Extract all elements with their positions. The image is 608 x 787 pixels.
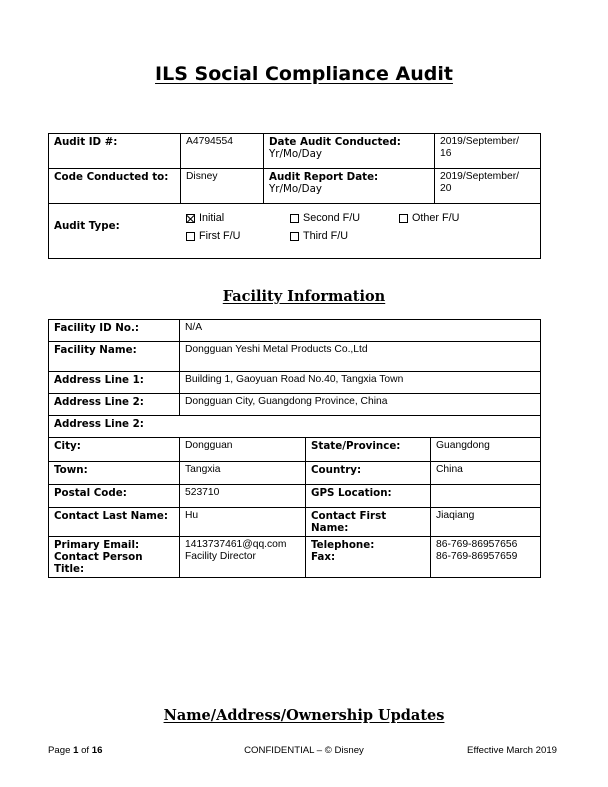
third-fu-label: Third F/U xyxy=(303,230,348,242)
primary-email-label: Primary Email: xyxy=(54,539,140,551)
initial-checkbox[interactable] xyxy=(186,212,224,224)
contact-title-label: Contact Person Title: xyxy=(54,551,143,575)
audit-id-label: Audit ID #: xyxy=(49,134,181,169)
third-fu-checkbox[interactable] xyxy=(290,230,348,242)
contact-last-name-label: Contact Last Name: xyxy=(49,508,180,537)
first-fu-checkbox[interactable] xyxy=(186,230,240,242)
checkbox-checked-icon xyxy=(186,214,195,223)
fax-value: 86-769-86957659 xyxy=(436,551,518,562)
initial-label: Initial xyxy=(199,212,225,224)
confidential-notice: CONFIDENTIAL – © Disney xyxy=(244,745,364,756)
contact-title-value: Facility Director xyxy=(185,551,256,562)
gps-location-value xyxy=(431,485,541,508)
updates-section-title: Name/Address/Ownership Updates xyxy=(163,707,445,724)
audit-type-label: Audit Type: xyxy=(54,220,120,232)
report-date-label: Audit Report Date: xyxy=(269,171,379,183)
facility-info-table xyxy=(48,319,541,578)
second-fu-label: Second F/U xyxy=(303,212,361,224)
page-total: 16 xyxy=(91,745,103,756)
fax-label: Fax: xyxy=(311,551,336,563)
phone-fax-value-cell xyxy=(431,537,541,578)
checkbox-unchecked-icon xyxy=(290,214,299,223)
facility-section-title: Facility Information xyxy=(222,288,386,305)
other-fu-checkbox[interactable] xyxy=(399,212,459,224)
telephone-value: 86-769-86957656 xyxy=(436,539,518,550)
date-conducted-label: Date Audit Conducted: xyxy=(269,136,401,148)
address-line-2-label: Address Line 2: xyxy=(49,394,180,416)
address-line-1-label: Address Line 1: xyxy=(49,372,180,394)
country-label: Country: xyxy=(306,462,431,485)
page-current: 1 xyxy=(73,745,79,756)
audit-info-table xyxy=(48,133,541,259)
postal-code-value: 523710 xyxy=(180,485,306,508)
report-date-value-line1: 2019/September/ xyxy=(440,171,519,182)
address-line-2-value: Dongguan City, Guangdong Province, China xyxy=(180,394,541,416)
second-fu-checkbox[interactable] xyxy=(290,212,360,224)
date-conducted-format: Yr/Mo/Day xyxy=(269,148,322,160)
checkbox-unchecked-icon xyxy=(290,232,299,241)
facility-name-value: Dongguan Yeshi Metal Products Co.,Ltd xyxy=(180,342,541,372)
document-title: ILS Social Compliance Audit xyxy=(155,63,453,85)
first-fu-label: First F/U xyxy=(199,230,241,242)
code-value: Disney xyxy=(181,169,264,204)
email-title-value-cell xyxy=(180,537,306,578)
state-label: State/Province: xyxy=(306,438,431,462)
report-date-label-cell xyxy=(264,169,435,204)
audit-type-cell xyxy=(49,204,541,259)
date-conducted-value-cell xyxy=(435,134,541,169)
effective-date: Effective March 2019 xyxy=(467,745,557,756)
checkbox-unchecked-icon xyxy=(186,232,195,241)
facility-id-value: N/A xyxy=(180,320,541,342)
contact-last-name-value: Hu xyxy=(180,508,306,537)
address-line-1-value: Building 1, Gaoyuan Road No.40, Tangxia Town xyxy=(180,372,541,394)
gps-location-label: GPS Location: xyxy=(306,485,431,508)
page-prefix: Page xyxy=(48,745,74,756)
other-fu-label: Other F/U xyxy=(412,212,460,224)
report-date-value-line2: 20 xyxy=(440,183,452,194)
primary-email-value: 1413737461@qq.com xyxy=(185,539,287,550)
date-conducted-label-cell xyxy=(264,134,435,169)
report-date-value-cell xyxy=(435,169,541,204)
phone-fax-label-cell xyxy=(306,537,431,578)
audit-id-value: A4794554 xyxy=(181,134,264,169)
page-of: of xyxy=(78,745,92,756)
email-title-label-cell xyxy=(49,537,180,578)
telephone-label: Telephone: xyxy=(311,539,375,551)
report-date-format: Yr/Mo/Day xyxy=(269,183,322,195)
city-label: City: xyxy=(49,438,180,462)
contact-first-name-value: Jiaqiang xyxy=(431,508,541,537)
postal-code-label: Postal Code: xyxy=(49,485,180,508)
town-value: Tangxia xyxy=(180,462,306,485)
city-value: Dongguan xyxy=(180,438,306,462)
checkbox-unchecked-icon xyxy=(399,214,408,223)
town-label: Town: xyxy=(49,462,180,485)
state-value: Guangdong xyxy=(431,438,541,462)
date-conducted-value-line1: 2019/September/ xyxy=(440,136,519,147)
address-line-2b-label: Address Line 2: xyxy=(49,416,541,438)
code-label: Code Conducted to: xyxy=(49,169,181,204)
date-conducted-value-line2: 16 xyxy=(440,148,452,159)
contact-first-name-label: Contact First Name: xyxy=(306,508,431,537)
country-value: China xyxy=(431,462,541,485)
facility-id-label: Facility ID No.: xyxy=(49,320,180,342)
facility-name-label: Facility Name: xyxy=(49,342,180,372)
